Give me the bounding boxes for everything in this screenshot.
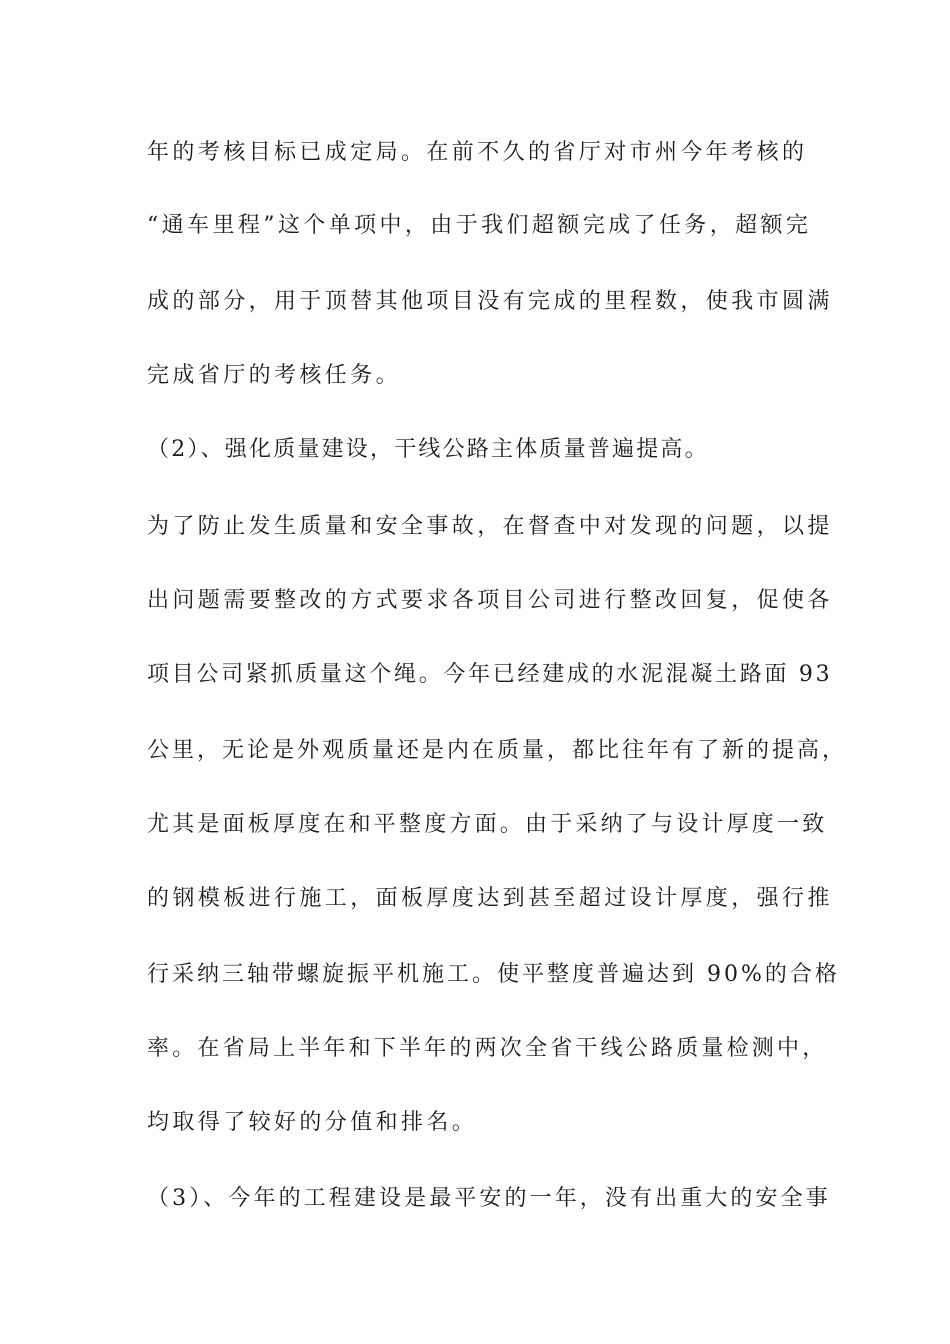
text-line: 项目公司紧抓质量这个绳。今年已经建成的水泥混凝土路面 93 [147, 662, 833, 687]
text-line: 的钢模板进行施工，面板厚度达到甚至超过设计厚度，强行推 [147, 886, 833, 911]
text-line: 出问题需要整改的方式要求各项目公司进行整改回复，促使各 [147, 588, 833, 613]
text-line: 年的考核目标已成定局。在前不久的省厅对市州今年考核的 [147, 140, 808, 165]
text-line: 完成省厅的考核任务。 [147, 363, 402, 388]
text-line: 率。在省局上半年和下半年的两次全省干线公路质量检测中， [147, 1036, 828, 1061]
text-line: 均取得了较好的分值和排名。 [147, 1110, 478, 1135]
text-line: 公里，无论是外观质量还是内在质量，都比往年有了新的提高， [147, 738, 848, 763]
text-line: 尤其是面板厚度在和平整度方面。由于采纳了与设计厚度一致 [147, 812, 828, 837]
text-line: “通车里程”这个单项中，由于我们超额完成了任务，超额完 [147, 213, 812, 238]
section-heading: （2）、强化质量建设，干线公路主体质量普遍提高。 [147, 437, 709, 462]
text-line: 行采纳三轴带螺旋振平机施工。使平整度普遍达到 90%的合格 [147, 962, 840, 987]
text-line: 为了防止发生质量和安全事故，在督查中对发现的问题，以提 [147, 514, 833, 539]
section-heading: （3）、今年的工程建设是最平安的一年，没有出重大的安全事 [147, 1186, 831, 1211]
text-line: 成的部分，用于顶替其他项目没有完成的里程数，使我市圆满 [147, 289, 833, 314]
